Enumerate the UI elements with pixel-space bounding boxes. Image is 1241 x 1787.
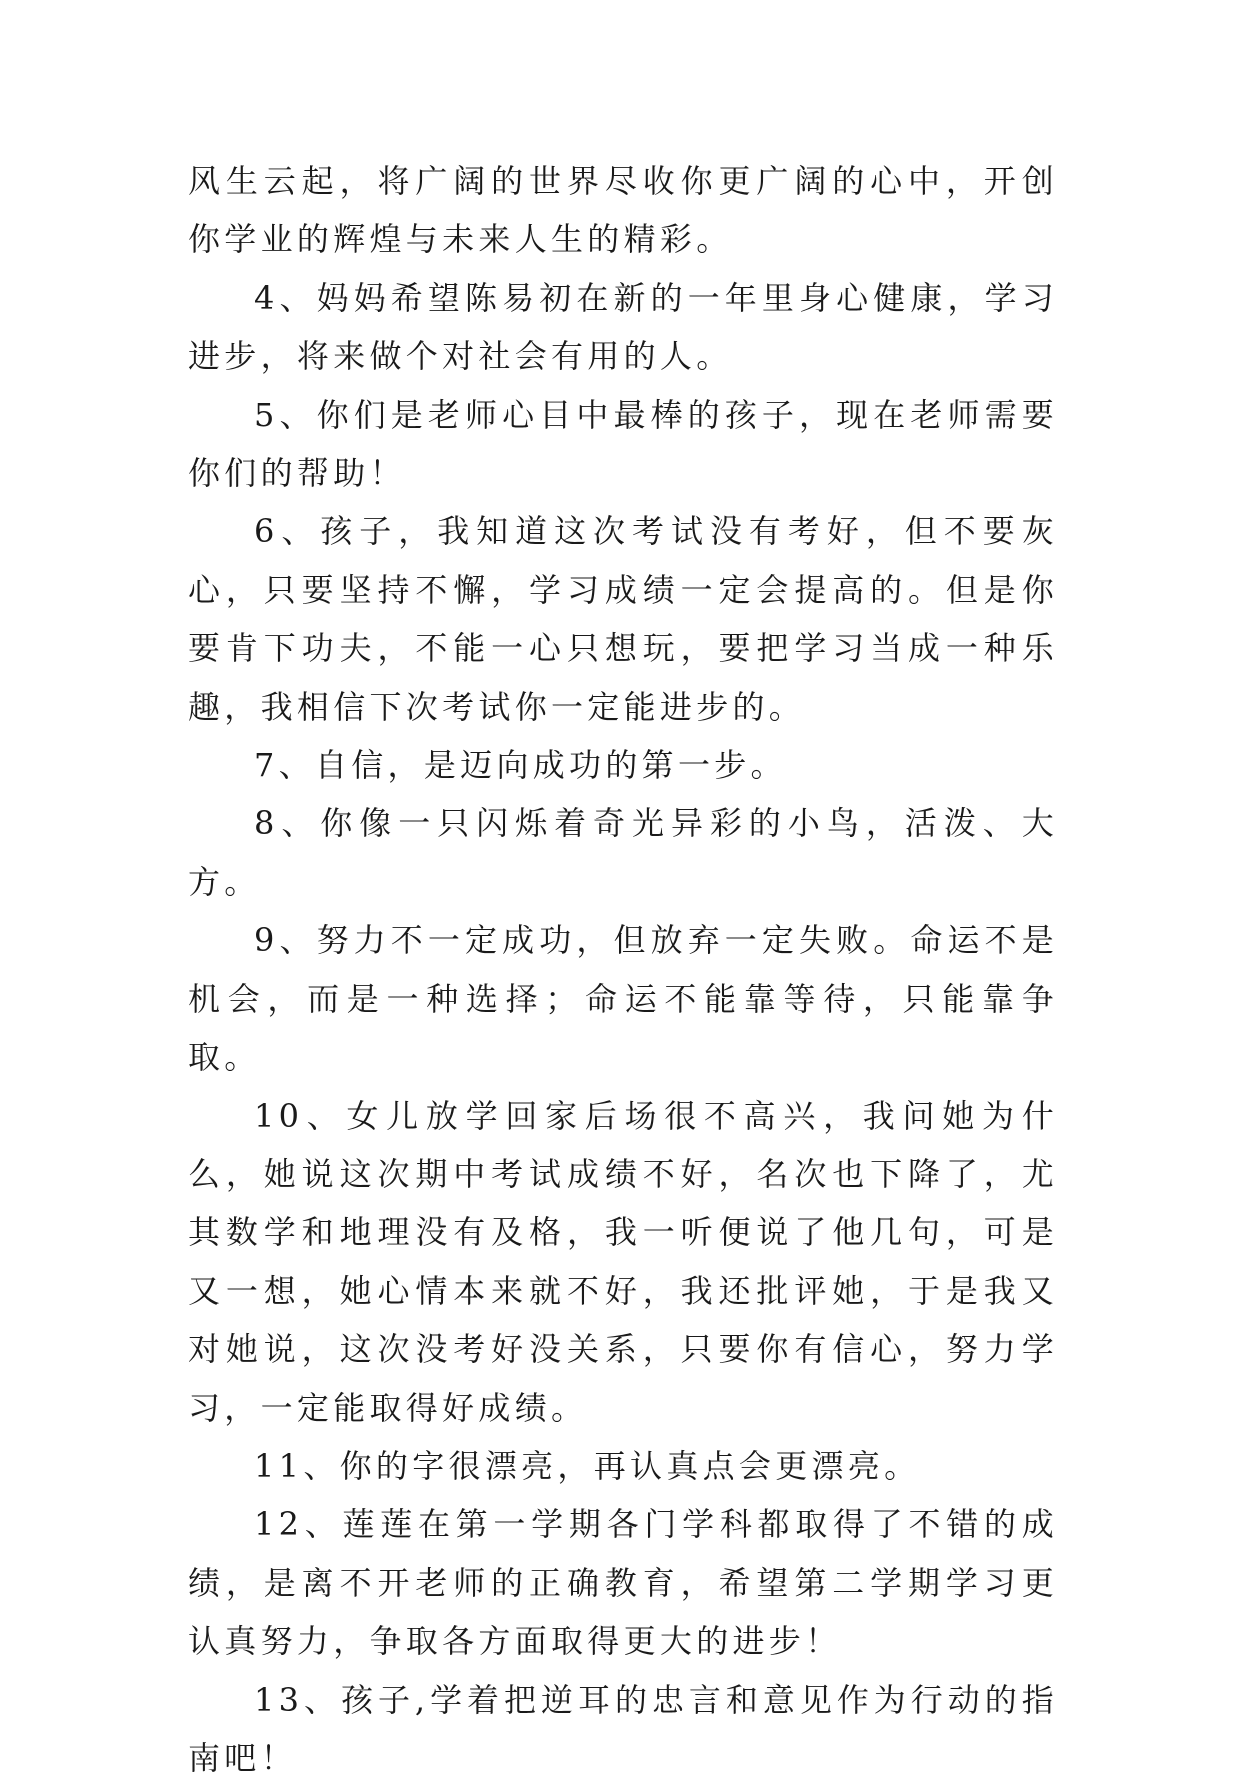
paragraph-item-11: 11、你的字很漂亮，再认真点会更漂亮。 xyxy=(254,1446,921,1485)
paragraph-item-10: 10、女儿放学回家后场很不高兴，我问她为什么，她说这次期中考试成绩不好，名次也下降了，尤其数学和地理没有及格，我一听便说了他几句，可是又一想，她心情本来就不好，我还批评她，于是我又对她说，这次没考好没关系，只要你有信心，努力学习，一定能取得好成绩。 xyxy=(188,1096,1058,1427)
paragraph-item-7: 7、自信，是迈向成功的第一步。 xyxy=(254,746,787,785)
document-body xyxy=(188,152,1058,1787)
paragraph-item-4: 4、妈妈希望陈易初在新的一年里身心健康，学习进步，将来做个对社会有用的人。 xyxy=(188,278,1058,376)
paragraph-item-6: 6、孩子，我知道这次考试没有考好，但不要灰心，只要坚持不懈，学习成绩一定会提高的。但是你要肯下功夫，不能一心只想玩，要把学习当成一种乐趣，我相信下次考试你一定能进步的。 xyxy=(188,512,1058,726)
paragraph-item-5: 5、你们是老师心目中最棒的孩子，现在老师需要你们的帮助！ xyxy=(188,395,1058,493)
paragraph-item-8: 8、你像一只闪烁着奇光异彩的小鸟，活泼、大方。 xyxy=(188,804,1058,901)
paragraph-continuation: 风生云起，将广阔的世界尽收你更广阔的心中，开创你学业的辉煌与未来人生的精彩。 xyxy=(188,162,1058,259)
paragraph-item-9: 9、努力不一定成功，但放弃一定失败。命运不是机会，而是一种选择；命运不能靠等待，只能靠争取。 xyxy=(188,921,1058,1077)
paragraph-item-12: 12、莲莲在第一学期各门学科都取得了不错的成绩，是离不开老师的正确教育，希望第二学期学习更认真努力，争取各方面取得更大的进步！ xyxy=(188,1505,1058,1661)
paragraph-item-13: 13、孩子,学着把逆耳的忠言和意见作为行动的指南吧！ xyxy=(188,1680,1058,1777)
